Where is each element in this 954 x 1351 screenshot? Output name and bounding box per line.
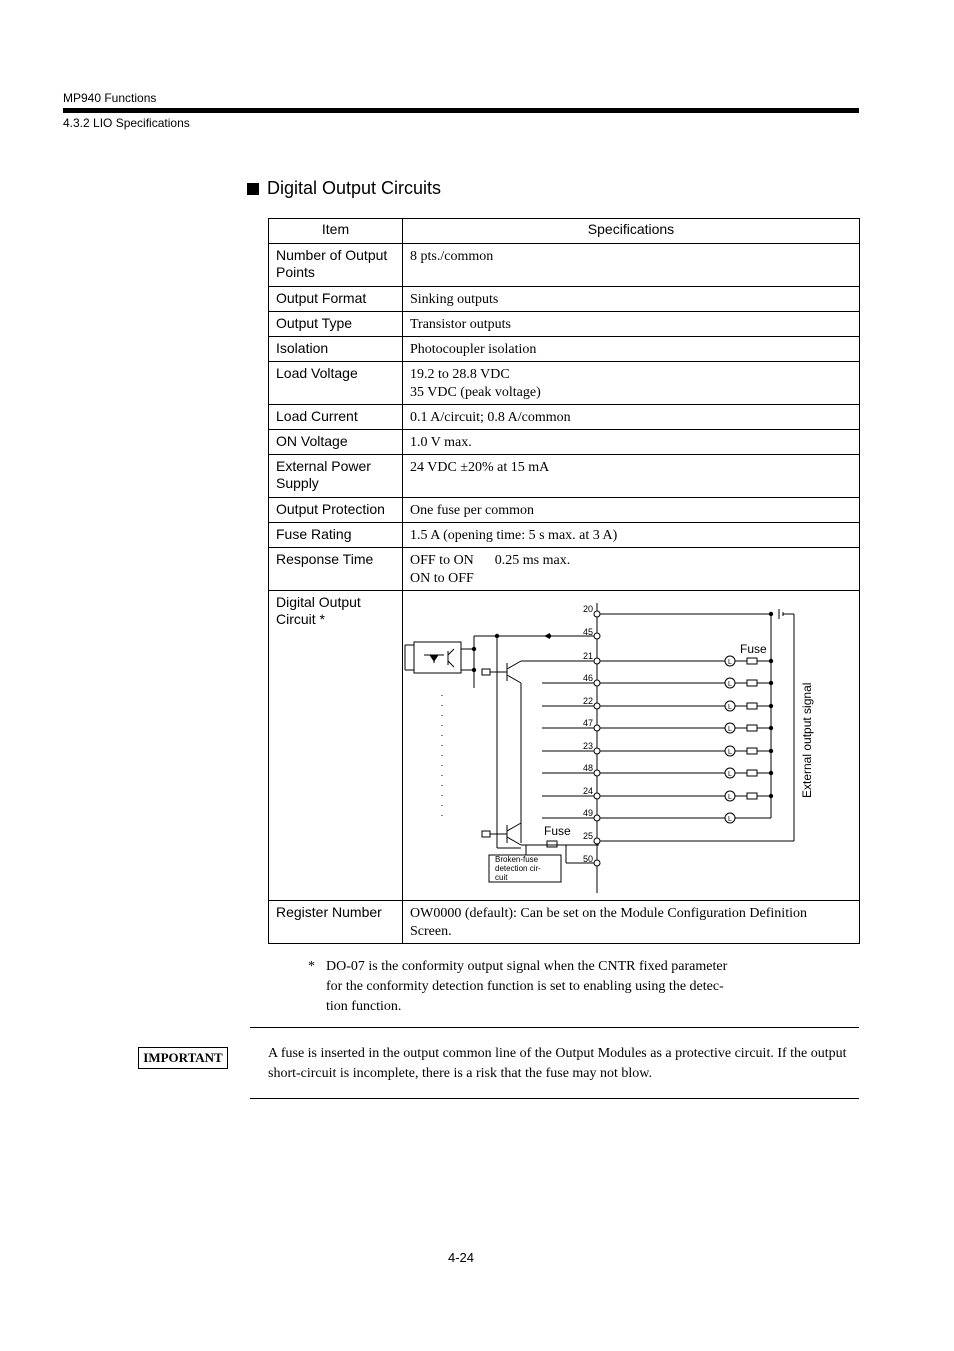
header-rule [63, 108, 859, 113]
table-row [269, 312, 860, 337]
pin-label: 21 [582, 651, 593, 661]
header-subsection: 4.3.2 LIO Specifications [63, 116, 190, 130]
important-rule-top [250, 1027, 859, 1028]
fuse-label-external: Fuse [740, 642, 767, 656]
row-item: Digital Output Circuit * [269, 591, 403, 901]
table-row [269, 430, 860, 455]
table-row [269, 405, 860, 430]
row-spec: OW0000 (default): Can be set on the Module Configuration Definition Screen. [403, 901, 860, 944]
section-title-text: Digital Output Circuits [267, 178, 442, 198]
footnote-line: DO-07 is the conformity output signal when the CNTR fixed parameter [326, 959, 728, 974]
pin-label: 47 [582, 718, 593, 728]
row-spec: Transistor outputs [403, 312, 860, 337]
pin-label: 50 [582, 854, 593, 864]
column-header-item: Item [269, 219, 403, 244]
row-item: Number of Output Points [269, 244, 403, 287]
table-row [269, 362, 860, 405]
row-spec: One fuse per common [403, 498, 860, 523]
important-rule-bottom [250, 1098, 859, 1099]
external-output-signal-label: External output signal [800, 682, 814, 798]
row-item: Output Protection [269, 498, 403, 523]
pin-label: 49 [582, 808, 593, 818]
fuse-label-internal: Fuse [544, 824, 571, 838]
row-item: External Power Supply [269, 455, 403, 498]
pin-label: 24 [582, 786, 593, 796]
row-item: Output Format [269, 287, 403, 312]
row-item: Load Current [269, 405, 403, 430]
row-spec: 0.1 A/circuit; 0.8 A/common [403, 405, 860, 430]
row-item: Response Time [269, 548, 403, 591]
load-label: L [728, 794, 732, 801]
footnote-mark: * [308, 959, 315, 974]
pin-label: 22 [582, 696, 593, 706]
pin-label: 48 [582, 763, 593, 773]
broken-fuse-label: cuit [495, 873, 508, 882]
table-row [269, 455, 860, 498]
table-header-row [269, 219, 860, 244]
broken-fuse-label: detection cir- [495, 864, 541, 873]
row-item: Isolation [269, 337, 403, 362]
row-item: Output Type [269, 312, 403, 337]
important-text: A fuse is inserted in the output common line of the Output Modules as a protective circuit. If the output short-circuit is incomplete, there is a risk that the fuse may not blow. [268, 1046, 847, 1081]
pin-label: 20 [582, 604, 593, 614]
load-label: L [728, 704, 732, 711]
load-label: L [728, 659, 732, 666]
row-spec: 1.0 V max. [403, 430, 860, 455]
pin-label: 45 [582, 627, 593, 637]
table-row [269, 337, 860, 362]
table-row [269, 244, 860, 287]
circuit-cell [403, 591, 860, 901]
row-spec: 8 pts./common [403, 244, 860, 287]
row-spec: Sinking outputs [403, 287, 860, 312]
table-row [269, 287, 860, 312]
row-spec: 19.2 to 28.8 VDC 35 VDC (peak voltage) [403, 362, 860, 405]
row-item: ON Voltage [269, 430, 403, 455]
row-spec: Photocoupler isolation [403, 337, 860, 362]
pin-label: 23 [582, 741, 593, 751]
page-number: 4-24 [448, 1250, 475, 1265]
load-label: L [728, 771, 732, 778]
table-row [269, 523, 860, 548]
row-item: Fuse Rating [269, 523, 403, 548]
circuit-diagram [403, 591, 859, 899]
column-header-spec: Specifications [403, 219, 860, 244]
spec-table [268, 218, 860, 944]
row-spec: 1.5 A (opening time: 5 s max. at 3 A) [403, 523, 860, 548]
pin-label: 25 [582, 831, 593, 841]
load-label: L [728, 726, 732, 733]
photocoupler-box [414, 642, 461, 673]
row-item: Register Number [269, 901, 403, 944]
table-row [269, 498, 860, 523]
section-bullet-icon [247, 183, 259, 195]
footnote-line: tion function. [326, 999, 402, 1014]
header-title: MP940 Functions [63, 91, 157, 105]
pin-label: 46 [582, 673, 593, 683]
footnote-line: for the conformity detection function is set to enabling using the detec- [326, 979, 724, 994]
broken-fuse-label: Broken-fuse [495, 855, 539, 864]
row-spec: OFF to ON 0.25 ms max. ON to OFF [403, 548, 860, 591]
table-row [269, 548, 860, 591]
table-row [269, 591, 860, 901]
row-spec: 24 VDC ±20% at 15 mA [403, 455, 860, 498]
important-label: IMPORTANT [138, 1047, 228, 1069]
row-item: Load Voltage [269, 362, 403, 405]
section-title [247, 178, 441, 199]
load-label: L [728, 816, 732, 823]
load-label: L [728, 749, 732, 756]
table-row [269, 901, 860, 944]
load-label: L [728, 681, 732, 688]
footnote [308, 957, 768, 1017]
